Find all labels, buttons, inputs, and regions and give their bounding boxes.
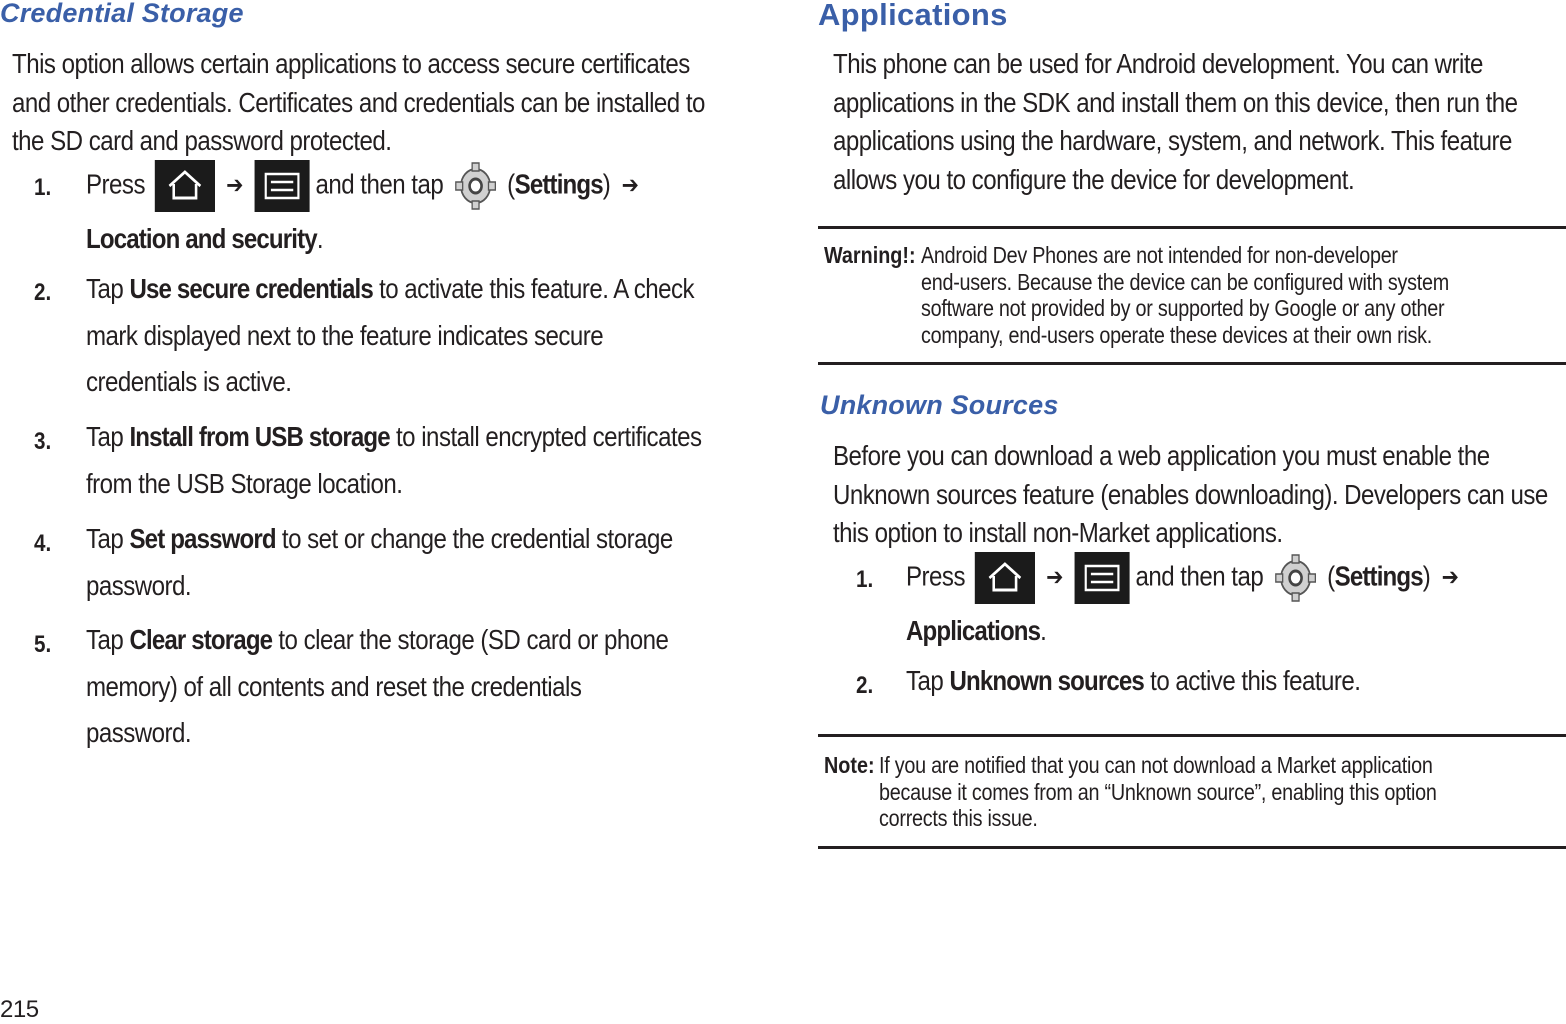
arrow: ➔ [226, 172, 243, 200]
warning-box [818, 226, 1566, 365]
home-key-icon [975, 552, 1035, 604]
menu-key-icon [1074, 552, 1129, 604]
home-key-icon [155, 160, 215, 212]
menu-key-icon [254, 160, 309, 212]
applications-intro: This phone can be used for Android development. You can write applications in the SDK and install them on this device, then run the applications using the hardware, system, and network. This feature allows you to configure the device for development. [833, 48, 1518, 195]
unknown-sources-intro: Before you can download a web application you must enable the Unknown sources feature (enables downloading). Developers can use this option to install non-Market applications. [833, 440, 1548, 548]
warning-label: Warning!: [824, 242, 916, 268]
step-number: 1. [34, 174, 52, 201]
unknown-sources-heading: Unknown Sources [820, 390, 1059, 420]
settings-gear-icon [449, 160, 501, 212]
settings-gear-icon [1269, 552, 1321, 604]
note-box [818, 734, 1566, 849]
warning-text: Android Dev Phones are not intended for non-developer end-users. Because the device can be configured with system software not provided by or supported by Google or any other company, end-users operate these devices at their own risk. [921, 242, 1449, 348]
credential-storage-heading: Credential Storage [0, 0, 244, 28]
note-label: Note: [824, 752, 875, 778]
applications-heading: Applications [818, 0, 1008, 32]
page-number: 215 [0, 996, 39, 1023]
credential-storage-intro: This option allows certain applications to access secure certificates and other credentials. Certificates and credentials can be installed to the SD card and password protected. [12, 48, 705, 156]
note-text: If you are notified that you can not download a Market application because it comes from an “Unknown source”, enabling this option corrects this issue. [879, 752, 1437, 831]
